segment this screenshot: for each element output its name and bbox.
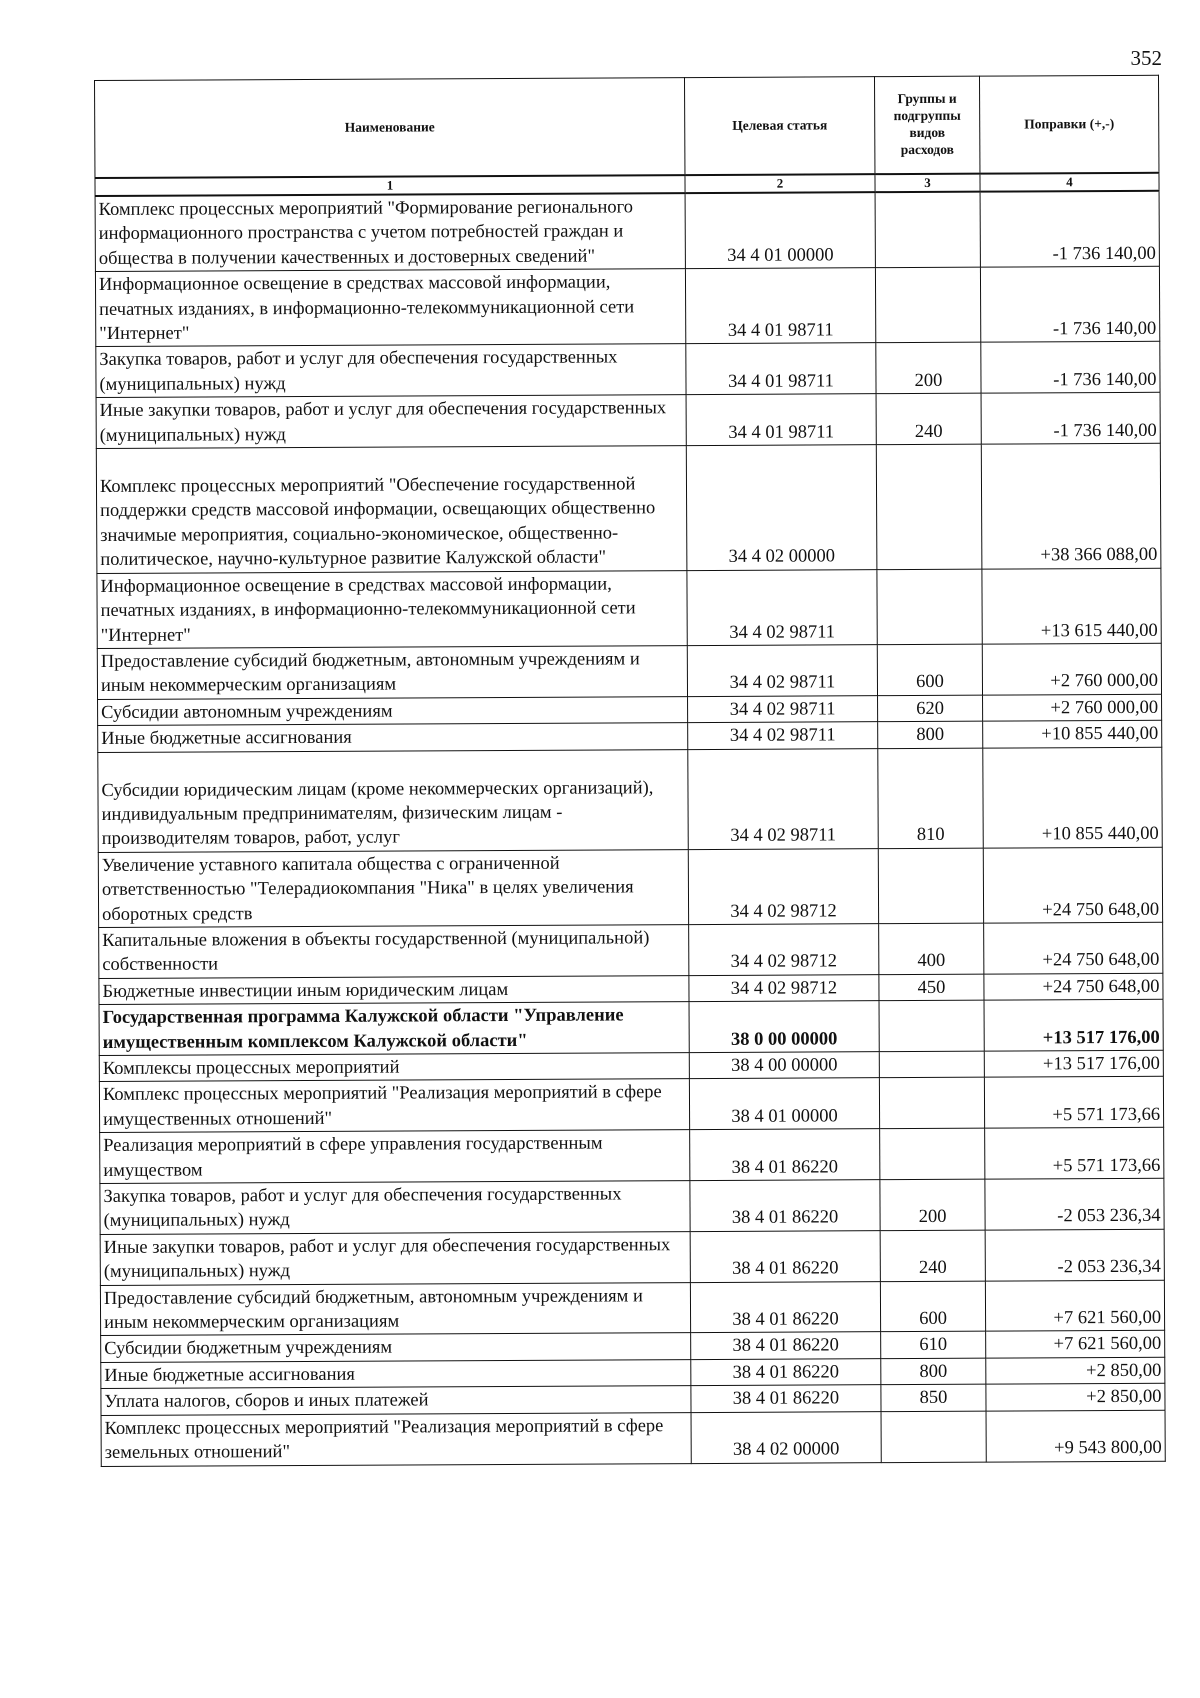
table-row bbox=[97, 568, 1161, 648]
page-number: 352 bbox=[1130, 46, 1162, 70]
row-target-article: 34 4 02 98711 bbox=[688, 722, 878, 749]
row-target-article: 34 4 02 00000 bbox=[686, 445, 877, 571]
row-expense-group: 600 bbox=[880, 1281, 985, 1332]
row-expense-group: 200 bbox=[876, 343, 981, 394]
row-name: Информационное освещение в средствах массовой информации, печатных изданиях, в информационно-телекоммуникационной сети "Интернет" bbox=[97, 570, 687, 648]
row-name: Уплата налогов, сборов и иных платежей bbox=[101, 1386, 691, 1415]
row-expense-group bbox=[876, 444, 982, 569]
row-expense-group bbox=[881, 1411, 986, 1462]
row-name: Иные бюджетные ассигнования bbox=[98, 723, 688, 752]
row-name: Капитальные вложения в объекты государственной (муниципальной) собственности bbox=[99, 925, 689, 979]
row-target-article: 38 4 01 00000 bbox=[689, 1078, 879, 1130]
table-row bbox=[100, 1280, 1164, 1336]
row-amendment: +10 855 440,00 bbox=[983, 747, 1162, 848]
row-name: Увеличение уставного капитала общества с ограниченной ответственностью "Телерадиокомпания "Ника" в целях увеличения оборотных средств bbox=[98, 849, 688, 927]
row-amendment: -1 736 140,00 bbox=[981, 393, 1160, 445]
row-target-article: 38 4 01 86220 bbox=[690, 1180, 880, 1232]
row-target-article: 34 4 02 98711 bbox=[688, 695, 878, 722]
row-expense-group bbox=[879, 1000, 984, 1051]
row-expense-group bbox=[879, 1051, 984, 1078]
row-target-article: 38 4 01 86220 bbox=[691, 1359, 881, 1386]
table-row bbox=[98, 847, 1162, 927]
row-amendment: +5 571 173,66 bbox=[985, 1128, 1164, 1180]
row-amendment: +9 543 800,00 bbox=[986, 1410, 1165, 1462]
row-amendment: +24 750 648,00 bbox=[984, 973, 1163, 1000]
table-row bbox=[96, 342, 1160, 398]
table-row bbox=[96, 443, 1161, 573]
row-expense-group bbox=[880, 1128, 985, 1179]
table-row bbox=[95, 267, 1159, 347]
row-expense-group: 800 bbox=[881, 1358, 986, 1385]
header-expense-groups: Группы и подгруппы видов расходов bbox=[874, 76, 979, 174]
column-number: 4 bbox=[980, 173, 1159, 192]
table-row bbox=[100, 1229, 1164, 1285]
row-target-article: 34 4 02 98711 bbox=[687, 569, 877, 645]
row-amendment: +13 615 440,00 bbox=[982, 568, 1161, 644]
row-name: Комплекс процессных мероприятий "Формирование регионального информационного пространства с учетом потребностей граждан и общества в получении качественных и достоверных сведений" bbox=[95, 193, 685, 272]
row-amendment: +13 517 176,00 bbox=[984, 999, 1163, 1051]
row-target-article: 34 4 02 98712 bbox=[689, 974, 879, 1001]
table-row bbox=[96, 393, 1160, 449]
row-expense-group: 240 bbox=[876, 393, 981, 444]
column-number: 3 bbox=[875, 174, 980, 193]
row-name: Информационное освещение в средствах массовой информации, печатных изданиях, в информационно-телекоммуникационной сети "Интернет" bbox=[95, 269, 685, 347]
row-name: Закупка товаров, работ и услуг для обеспечения государственных (муниципальных) нужд bbox=[100, 1181, 690, 1235]
row-target-article: 34 4 01 98711 bbox=[686, 343, 876, 395]
row-amendment: -2 053 236,34 bbox=[985, 1229, 1164, 1281]
row-name: Иные закупки товаров, работ и услуг для обеспечения государственных (муниципальных) нужд bbox=[96, 395, 686, 449]
row-expense-group: 810 bbox=[878, 748, 983, 849]
header-amendments: Поправки (+,-) bbox=[979, 75, 1158, 173]
row-amendment: -1 736 140,00 bbox=[980, 191, 1159, 268]
row-expense-group: 200 bbox=[880, 1179, 985, 1230]
row-target-article: 38 0 00 00000 bbox=[689, 1001, 879, 1053]
row-name: Предоставление субсидий бюджетным, автономным учреждениям и иным некоммерческим организациям bbox=[100, 1282, 690, 1336]
row-target-article: 38 4 01 86220 bbox=[690, 1231, 880, 1283]
table-row bbox=[97, 643, 1161, 699]
row-name: Комплекс процессных мероприятий "Реализация мероприятий в сфере земельных отношений" bbox=[101, 1412, 691, 1466]
row-target-article: 38 4 01 86220 bbox=[691, 1385, 881, 1412]
row-amendment: +24 750 648,00 bbox=[984, 922, 1163, 974]
row-amendment: +10 855 440,00 bbox=[983, 720, 1162, 747]
table-header-row bbox=[95, 75, 1159, 178]
row-amendment: +13 517 176,00 bbox=[984, 1050, 1163, 1077]
row-amendment: +24 750 648,00 bbox=[983, 847, 1162, 923]
table-row bbox=[99, 1077, 1163, 1133]
row-expense-group bbox=[875, 267, 980, 343]
column-number: 1 bbox=[95, 175, 685, 196]
table-row bbox=[100, 1128, 1164, 1184]
row-target-article: 34 4 02 98712 bbox=[688, 848, 878, 924]
row-amendment: +7 621 560,00 bbox=[986, 1331, 1165, 1358]
row-target-article: 34 4 02 98712 bbox=[689, 924, 879, 976]
row-expense-group: 610 bbox=[881, 1332, 986, 1359]
row-name: Иные бюджетные ассигнования bbox=[101, 1359, 691, 1388]
row-amendment: -2 053 236,34 bbox=[985, 1178, 1164, 1230]
row-amendment: +2 850,00 bbox=[986, 1357, 1165, 1384]
row-expense-group bbox=[878, 848, 983, 924]
budget-amendments-table bbox=[94, 75, 1166, 1467]
row-expense-group: 400 bbox=[879, 923, 984, 974]
header-name: Наименование bbox=[95, 78, 685, 178]
row-target-article: 38 4 01 86220 bbox=[691, 1332, 881, 1359]
row-expense-group: 620 bbox=[878, 695, 983, 722]
row-target-article: 34 4 02 98711 bbox=[688, 748, 878, 849]
row-target-article: 38 4 00 00000 bbox=[689, 1052, 879, 1079]
row-amendment: +2 760 000,00 bbox=[982, 643, 1161, 695]
row-expense-group: 600 bbox=[877, 644, 982, 695]
row-target-article: 38 4 02 00000 bbox=[691, 1411, 881, 1463]
row-name: Комплексы процессных мероприятий bbox=[99, 1053, 689, 1082]
row-amendment: +7 621 560,00 bbox=[985, 1280, 1164, 1332]
table-row bbox=[100, 1178, 1164, 1234]
row-target-article: 34 4 01 98711 bbox=[685, 268, 875, 344]
row-name: Комплекс процессных мероприятий "Реализация мероприятий в сфере имущественных отношений" bbox=[99, 1079, 689, 1133]
row-name: Иные закупки товаров, работ и услуг для обеспечения государственных (муниципальных) нужд bbox=[100, 1231, 690, 1285]
row-target-article: 34 4 01 00000 bbox=[685, 192, 875, 269]
header-target-article: Целевая статья bbox=[684, 77, 874, 175]
row-target-article: 38 4 01 86220 bbox=[690, 1281, 880, 1333]
table-row-program bbox=[99, 999, 1163, 1055]
row-name: Субсидии бюджетным учреждениям bbox=[101, 1333, 691, 1362]
row-amendment: +38 366 088,00 bbox=[981, 443, 1161, 568]
row-expense-group bbox=[879, 1078, 984, 1129]
row-amendment: -1 736 140,00 bbox=[981, 342, 1160, 394]
row-target-article: 34 4 01 98711 bbox=[686, 394, 876, 446]
row-name: Субсидии юридическим лицам (кроме некоммерческих организаций), индивидуальным предпринимателям, физическим лицам - производителям товаров, работ, услуг bbox=[98, 749, 688, 852]
row-amendment: -1 736 140,00 bbox=[980, 267, 1159, 343]
row-expense-group: 800 bbox=[878, 721, 983, 748]
row-name: Государственная программа Калужской области "Управление имущественным комплексом Калужской области" bbox=[99, 1002, 689, 1056]
row-amendment: +2 760 000,00 bbox=[983, 694, 1162, 721]
row-target-article: 34 4 02 98711 bbox=[687, 645, 877, 697]
column-number: 2 bbox=[685, 174, 875, 193]
row-amendment: +2 850,00 bbox=[986, 1384, 1165, 1411]
table-row bbox=[95, 191, 1159, 272]
row-expense-group: 450 bbox=[879, 974, 984, 1001]
row-name: Предоставление субсидий бюджетным, автономным учреждениям и иным некоммерческим организациям bbox=[97, 646, 687, 700]
row-name: Субсидии автономным учреждениям bbox=[98, 696, 688, 725]
row-name: Закупка товаров, работ и услуг для обеспечения государственных (муниципальных) нужд bbox=[96, 344, 686, 398]
row-expense-group: 850 bbox=[881, 1384, 986, 1411]
row-name: Бюджетные инвестиции иным юридическим лицам bbox=[99, 975, 689, 1004]
row-expense-group bbox=[875, 192, 980, 268]
row-name: Комплекс процессных мероприятий "Обеспечение государственной поддержки средств массовой информации, освещающих общественно значимые мероприятия, социально-экономическое, общественно-политическое, научно-культурное развитие Калужской области" bbox=[96, 446, 687, 574]
row-expense-group: 240 bbox=[880, 1230, 985, 1281]
table-row bbox=[99, 922, 1163, 978]
row-name: Реализация мероприятий в сфере управления государственным имуществом bbox=[100, 1130, 690, 1184]
row-amendment: +5 571 173,66 bbox=[984, 1077, 1163, 1129]
table-row bbox=[101, 1410, 1165, 1466]
row-target-article: 38 4 01 86220 bbox=[690, 1129, 880, 1181]
table-row bbox=[98, 747, 1162, 852]
row-expense-group bbox=[877, 569, 982, 645]
